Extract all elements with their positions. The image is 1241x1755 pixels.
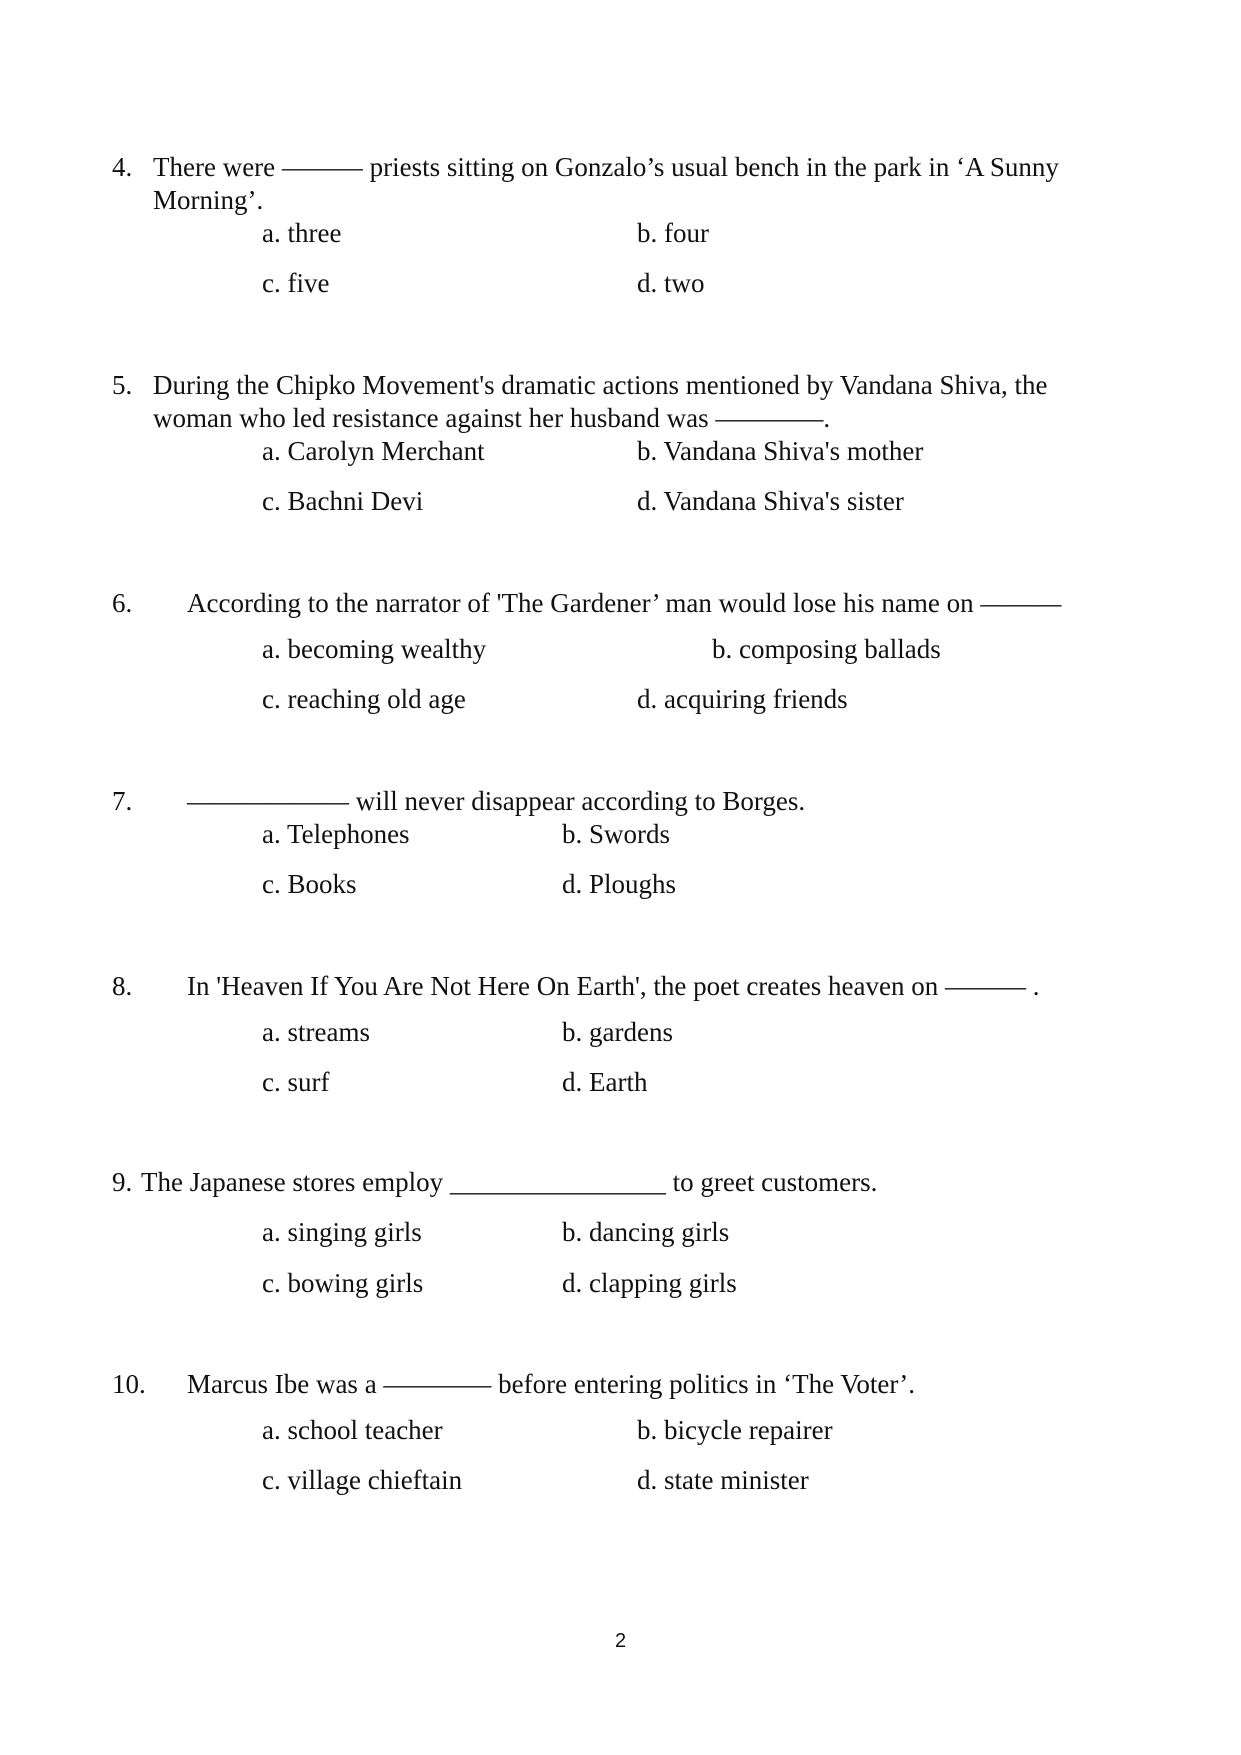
question-number: 4. <box>112 152 133 182</box>
option-d: d. Ploughs <box>562 869 677 899</box>
option-b: b. Swords <box>562 819 671 849</box>
question-stem: The Japanese stores employ ________________ to greet customers. <box>141 1167 878 1197</box>
option-b: b. Vandana Shiva's mother <box>637 436 924 466</box>
question-number: 8. <box>112 971 133 1001</box>
option-b: b. composing ballads <box>712 634 941 664</box>
option-b: b. bicycle repairer <box>637 1415 833 1445</box>
option-c: c. five <box>262 268 330 298</box>
question-number: 7. <box>112 786 133 816</box>
option-d: d. state minister <box>637 1465 809 1495</box>
option-b: b. dancing girls <box>562 1217 730 1247</box>
option-a: a. streams <box>262 1017 370 1047</box>
question-stem: In 'Heaven If You Are Not Here On Earth', the poet creates heaven on ——— . <box>187 971 1040 1001</box>
question-stem-continued: Morning’. <box>153 185 264 215</box>
option-c: c. village chieftain <box>262 1465 463 1495</box>
option-c: c. Bachni Devi <box>262 486 424 516</box>
option-d: d. acquiring friends <box>637 684 848 714</box>
question-stem-continued: woman who led resistance against her husband was ————. <box>153 403 831 433</box>
question-stem: —————— will never disappear according to Borges. <box>187 786 806 816</box>
question-number: 10. <box>112 1369 146 1399</box>
question-number: 9. <box>112 1167 133 1197</box>
question-number: 6. <box>112 588 133 618</box>
option-a: a. singing girls <box>262 1217 422 1247</box>
option-c: c. reaching old age <box>262 684 466 714</box>
question-stem: There were ——— priests sitting on Gonzalo’s usual bench in the park in ‘A Sunny <box>153 152 1059 182</box>
option-a: a. becoming wealthy <box>262 634 487 664</box>
option-c: c. surf <box>262 1067 330 1097</box>
page-number: 2 <box>614 1630 627 1652</box>
question-number: 5. <box>112 370 133 400</box>
option-b: b. four <box>637 218 709 248</box>
option-b: b. gardens <box>562 1017 673 1047</box>
option-a: a. three <box>262 218 342 248</box>
option-d: d. clapping girls <box>562 1268 737 1298</box>
option-a: a. Carolyn Merchant <box>262 436 485 466</box>
option-d: d. two <box>637 268 705 298</box>
question-stem: During the Chipko Movement's dramatic actions mentioned by Vandana Shiva, the <box>153 370 1048 400</box>
option-d: d. Earth <box>562 1067 648 1097</box>
option-a: a. Telephones <box>262 819 410 849</box>
option-c: c. bowing girls <box>262 1268 424 1298</box>
option-c: c. Books <box>262 869 357 899</box>
option-a: a. school teacher <box>262 1415 443 1445</box>
question-stem: According to the narrator of 'The Gardener’ man would lose his name on ——— <box>187 588 1062 618</box>
question-stem: Marcus Ibe was a ———— before entering politics in ‘The Voter’. <box>187 1369 916 1399</box>
option-d: d. Vandana Shiva's sister <box>637 486 904 516</box>
